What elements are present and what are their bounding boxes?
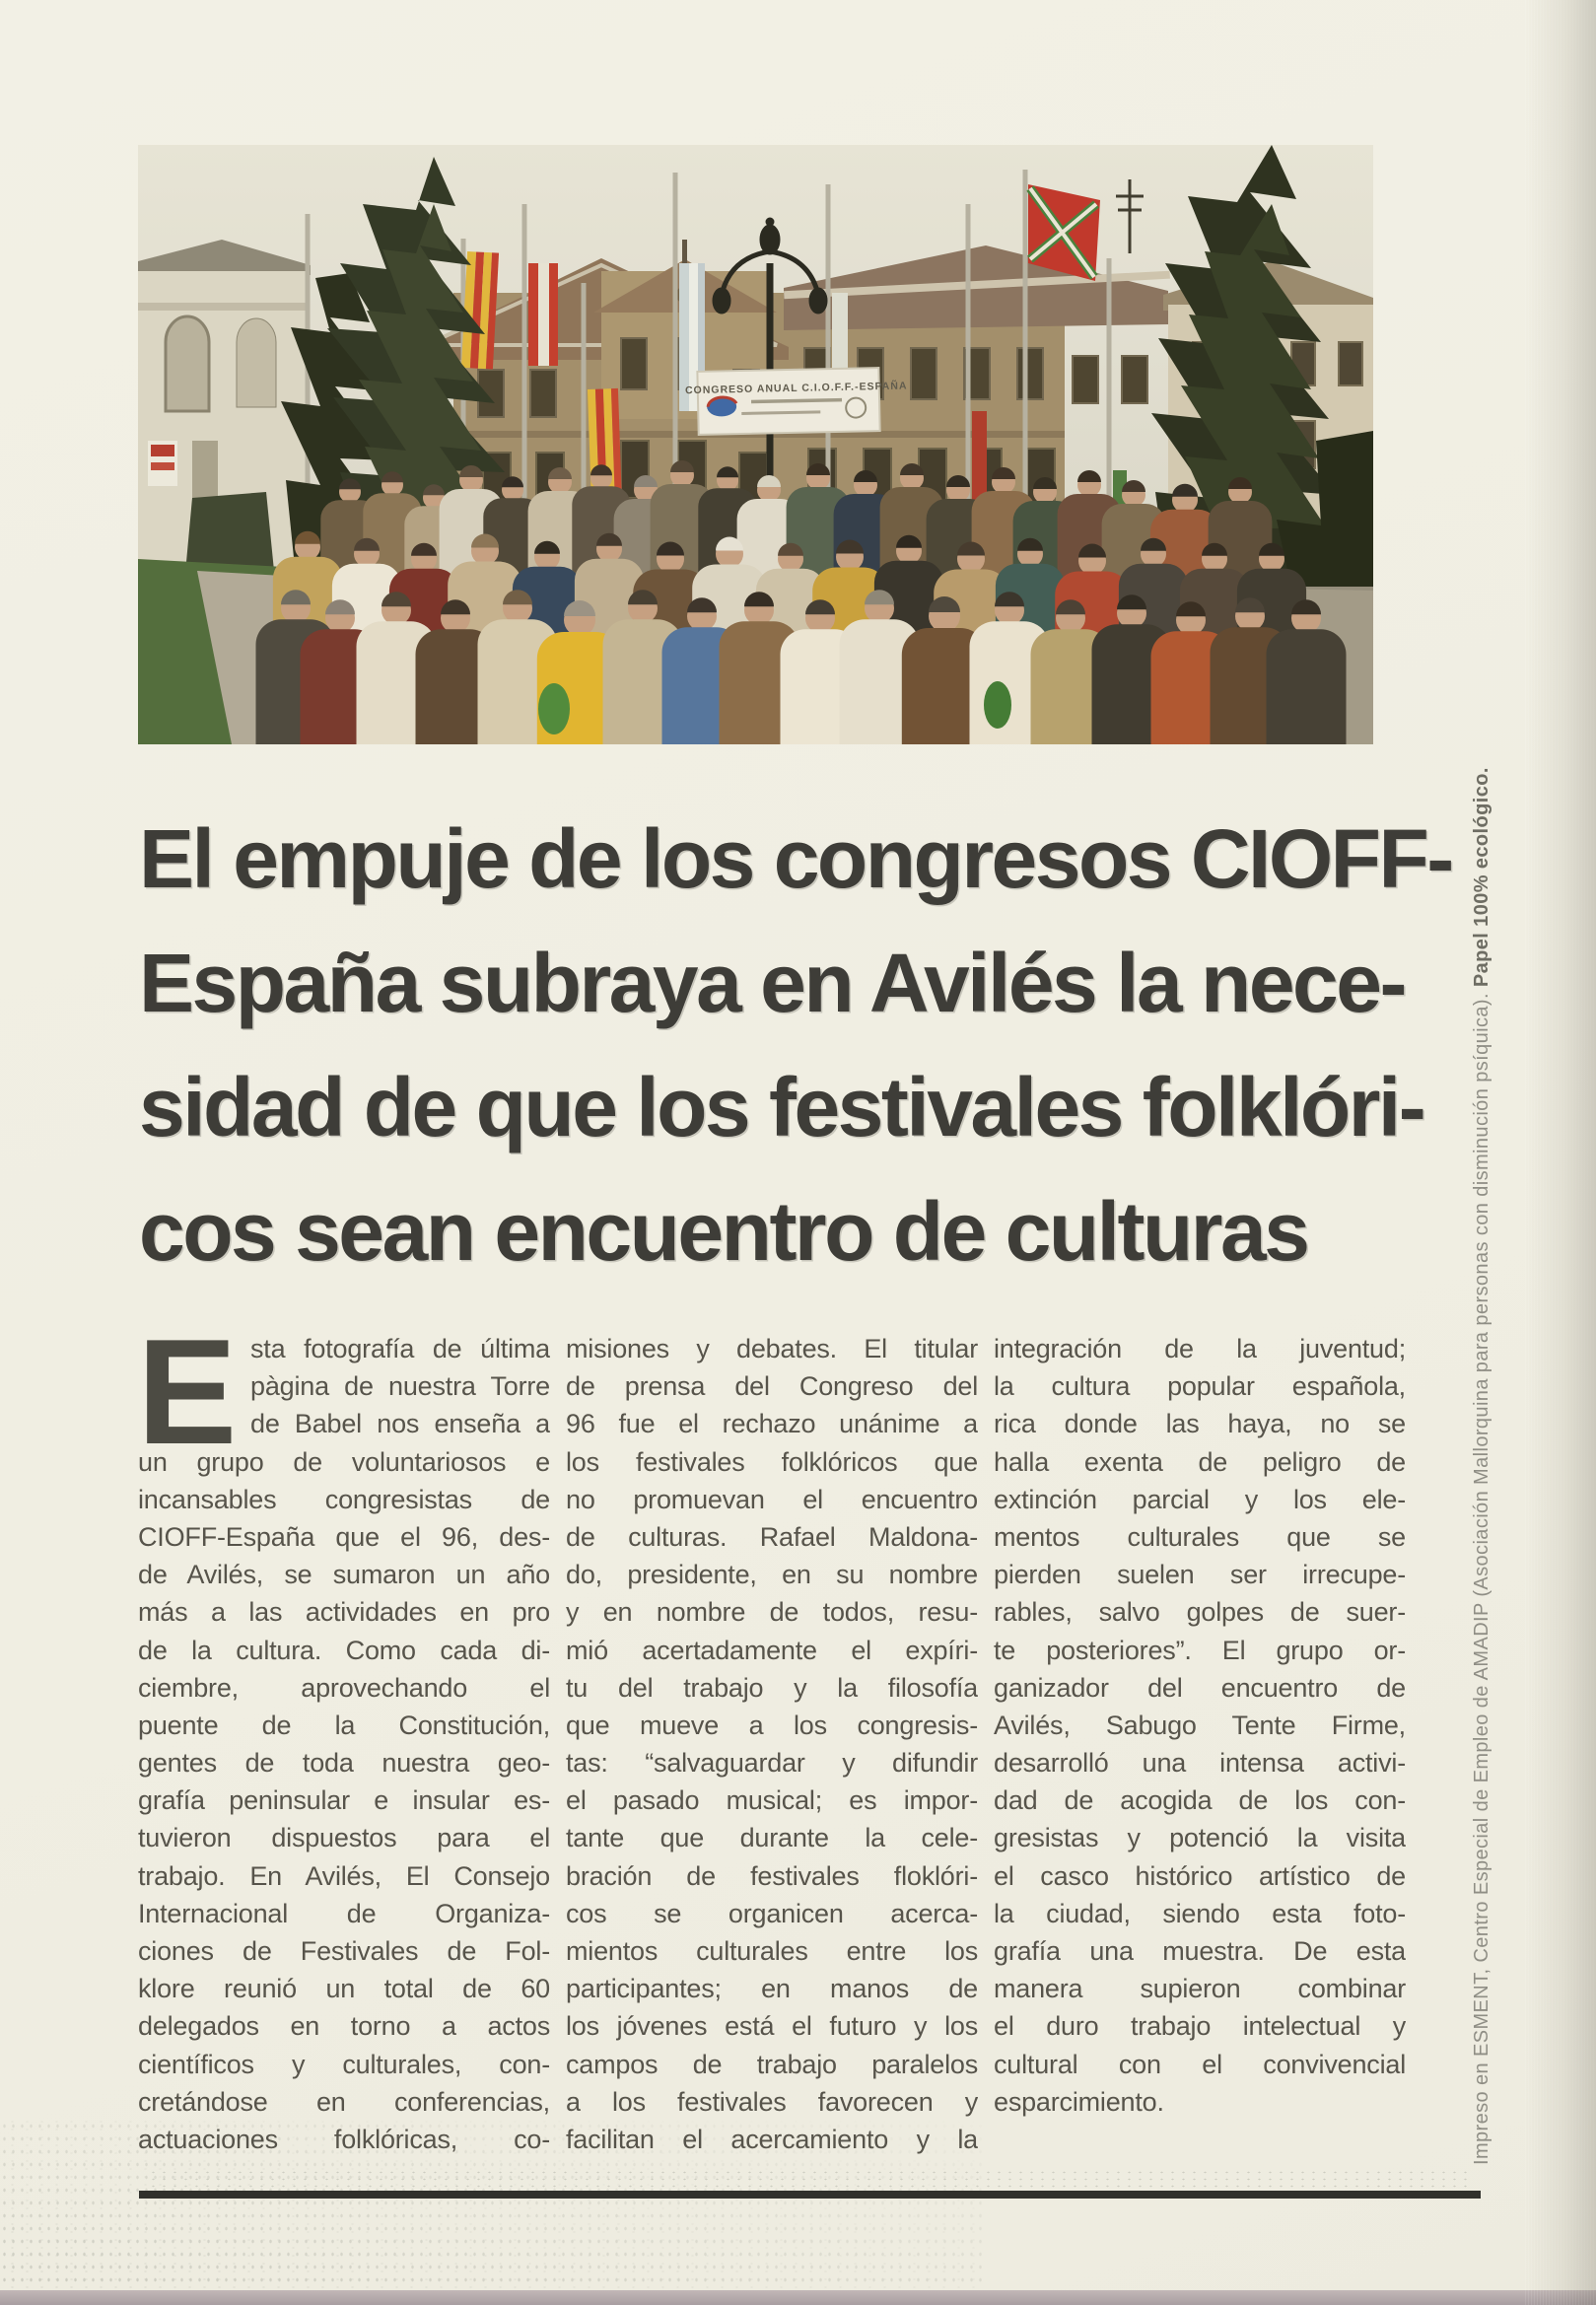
body-line: los festivales folklóricos que [566, 1446, 978, 1477]
group-photo-illustration [138, 145, 1373, 744]
body-line: de prensa del Congreso del [566, 1371, 978, 1402]
body-line: misiones y debates. El titular [566, 1334, 978, 1363]
body-line: 96 fue el rechazo unánime a [566, 1409, 978, 1439]
body-line: pàgina de nuestra Torre [250, 1371, 550, 1402]
scan-noise [148, 2169, 1469, 2193]
body-line: más a las actividades en pro [138, 1597, 550, 1628]
article-column-3 [994, 1330, 1406, 2121]
body-line: facilitan el acercamiento y la [566, 2124, 978, 2154]
print-credit [1471, 767, 1493, 2165]
body-line: un grupo de voluntariosos e [138, 1446, 550, 1477]
body-line: los jóvenes está el futuro y los [566, 2011, 978, 2042]
headline [139, 797, 1465, 1293]
body-line: trabajo. En Avilés, El Consejo [138, 1860, 550, 1891]
body-line: actuaciones folklóricas, co- [138, 2124, 550, 2154]
body-line: ciones de Festivales de Fol- [138, 1936, 550, 1966]
body-line: Avilés, Sabugo Tente Firme, [994, 1710, 1406, 1740]
body-line: el duro trabajo intelectual y [994, 2011, 1406, 2042]
body-line: cretándose en conferencias, [138, 2086, 550, 2117]
article-column-2 [566, 1330, 978, 2158]
body-line: mientos culturales entre los [566, 1936, 978, 1966]
body-line: el casco histórico artístico de [994, 1860, 1406, 1891]
body-line: grafía peninsular e insular es- [138, 1785, 550, 1816]
print-credit-eco: Papel 100% ecológico. [1471, 767, 1492, 988]
group-photo [138, 145, 1373, 744]
body-line: gresistas y potenció la visita [994, 1823, 1406, 1853]
body-line: dad de acogida de los con- [994, 1785, 1406, 1816]
headline-line: España subraya en Avilés la nece- [139, 937, 1405, 1029]
body-line: puente de la Constitución, [138, 1710, 550, 1740]
dropcap: E [137, 1308, 238, 1476]
body-line: bración de festivales floklóri- [566, 1860, 978, 1891]
body-line: incansables congresistas de [138, 1484, 550, 1514]
body-line: la ciudad, siendo esta foto- [994, 1898, 1406, 1928]
body-line: klore reunió un total de 60 [138, 1974, 550, 2004]
body-line: campos de trabajo paralelos [566, 2049, 978, 2079]
body-line: rables, salvo golpes de suer- [994, 1597, 1406, 1628]
scanner-edge [0, 2290, 1596, 2305]
bottom-rule [139, 2191, 1481, 2199]
body-line: halla exenta de peligro de [994, 1446, 1406, 1477]
body-line: tante que durante la cele- [566, 1823, 978, 1853]
body-line: la cultura popular española, [994, 1371, 1406, 1402]
body-line: esparcimiento. [994, 2086, 1164, 2117]
body-line: integración de la juventud; [994, 1334, 1406, 1363]
body-line: gentes de toda nuestra geo- [138, 1748, 550, 1779]
body-line: extinción parcial y los ele- [994, 1484, 1406, 1514]
body-line: el pasado musical; es impor- [566, 1785, 978, 1816]
body-line: y en nombre de todos, resu- [566, 1597, 978, 1628]
body-line: ciembre, aprovechando el [138, 1672, 550, 1703]
body-line: sta fotografía de última [250, 1334, 550, 1363]
body-line: mentos culturales que se [994, 1521, 1406, 1552]
headline-line: sidad de que los festivales folklóri- [139, 1061, 1424, 1153]
body-line: grafía una muestra. De esta [994, 1936, 1406, 1966]
body-line: de culturas. Rafael Maldona- [566, 1521, 978, 1552]
body-line: cultural con el convivencial [994, 2049, 1406, 2079]
body-line: de Avilés, se sumaron un año [138, 1560, 550, 1590]
body-line: do, presidente, en su nombre [566, 1560, 978, 1590]
body-line: no promuevan el encuentro [566, 1484, 978, 1514]
body-line: CIOFF-España que el 96, des- [138, 1521, 550, 1552]
body-line: tuvieron dispuestos para el [138, 1823, 550, 1853]
body-line: delegados en torno a actos [138, 2011, 550, 2042]
banner-title: CONGRESO ANUAL C.I.O.F.F.-ESPAÑA [684, 380, 908, 397]
body-line: manera supieron combinar [994, 1974, 1406, 2004]
body-line: de Babel nos enseña a [250, 1409, 550, 1439]
body-line: Internacional de Organiza- [138, 1898, 550, 1928]
body-line: desarrolló una intensa activi- [994, 1748, 1406, 1779]
headline-line: cos sean encuentro de culturas [139, 1185, 1308, 1278]
page-curl-shadow [1525, 0, 1596, 2305]
body-line: rica donde las haya, no se [994, 1409, 1406, 1439]
body-line: ganizador del encuentro de [994, 1672, 1406, 1703]
body-line: cos se organicen acerca- [566, 1898, 978, 1928]
body-line: tu del trabajo y la filosofía [566, 1672, 978, 1703]
body-line: pierden suelen ser irrecupe- [994, 1560, 1406, 1590]
body-line: a los festivales favorecen y [566, 2086, 978, 2117]
print-credit-text: Impreso en ESMENT, Centro Especial de Empleo de AMADIP (Asociación Mallorquina para personas con disminución psíquica). [1471, 987, 1492, 2165]
body-line: participantes; en manos de [566, 1974, 978, 2004]
body-line: que mueve a los congresis- [566, 1710, 978, 1740]
body-line: mió acertadamente el expíri- [566, 1635, 978, 1665]
body-line: tas: “salvaguardar y difundir [566, 1748, 978, 1779]
headline-line: El empuje de los congresos CIOFF- [139, 812, 1452, 905]
photo-props [138, 145, 1373, 744]
article-column-1 [138, 1330, 550, 2158]
body-line: de la cultura. Como cada di- [138, 1635, 550, 1665]
body-line: científicos y culturales, con- [138, 2049, 550, 2079]
body-line: te posteriores”. El grupo or- [994, 1635, 1406, 1665]
